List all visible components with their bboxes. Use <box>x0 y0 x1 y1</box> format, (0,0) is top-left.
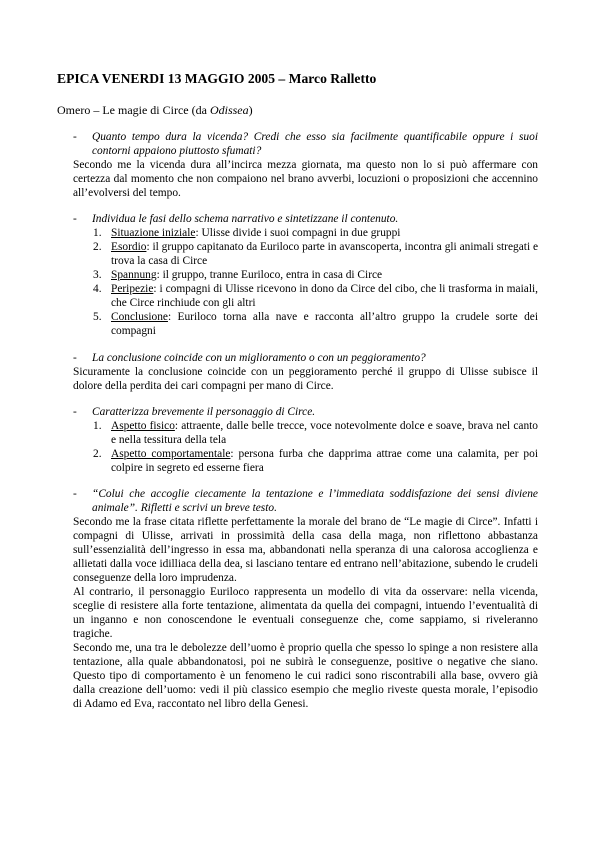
question-3-text: La conclusione coincide con un miglioramento o con un peggioramento? <box>92 352 426 364</box>
bullet-dash: - <box>73 352 77 364</box>
bullet-dash: - <box>73 406 77 418</box>
list-item <box>93 226 538 240</box>
page-subtitle <box>57 103 253 117</box>
bullet-dash: - <box>73 131 77 143</box>
subtitle-work: Odissea <box>209 103 249 117</box>
list-number: 1. <box>93 227 102 239</box>
list-number: 2. <box>93 241 102 253</box>
section-q3 <box>0 351 596 393</box>
list-term: Esordio <box>111 241 147 253</box>
answer-1: Secondo me la vicenda dura all’incirca mezza giornata, ma questo non lo si può affermare con certezza dal momento che non compaiono nel brano avverbi, locuzioni o proposizioni che accennino all’evolversi del tempo. <box>73 159 538 199</box>
question-1-text: Quanto tempo dura la vicenda? Credi che esso sia facilmente quantificabile oppure i suoi contorni appaiono piuttosto sfumati? <box>92 131 538 157</box>
question-5 <box>0 487 538 515</box>
question-2-text: Individua le fasi dello schema narrativo e sintetizzane il contenuto. <box>92 213 399 225</box>
essay-paragraph: Secondo me, una tra le debolezze dell’uomo è proprio quella che spesso lo spinge a non resistere alla tentazione, alla quale abbandonatosi, poi ne subirà le conseguenze, positive o negative che siano. Questo tipo di comportamento è un fenomeno le cui radici sono riscontrabili alla base, ovvero già dalla creazione dell’uomo: vedi il più classico esempio che meglio riveste questa morale, l’episodio di Adamo ed Eva, raccontato nel libro della Genesi. <box>73 642 538 710</box>
list-number: 3. <box>93 269 102 281</box>
list-number: 2. <box>93 448 102 460</box>
list-text: : attraente, dalle belle trecce, voce notevolmente dolce e soave, brava nel canto e nella tessitura della tela <box>111 420 538 446</box>
list-number: 5. <box>93 311 102 323</box>
essay-paragraph: Al contrario, il personaggio Euriloco rappresenta un modello di vita da osservare: nella vicenda, sceglie di resistere alla forte tentazione, alimentata da quella dei compagni, intuendo l’eventualità di un inganno e non conoscendone le eventuali conseguenze che, come sappiamo, si riveleranno tragiche. <box>73 586 538 640</box>
list-text: : persona furba che dapprima attrae come una calamita, per poi colpire in segreto ed esserne fiera <box>111 448 538 474</box>
bullet-dash: - <box>73 488 77 500</box>
question-4 <box>0 405 538 419</box>
bullet-dash: - <box>73 213 77 225</box>
section-q2 <box>0 212 596 338</box>
question-2 <box>0 212 538 226</box>
question-4-text: Caratterizza brevemente il personaggio di Circe. <box>92 406 316 418</box>
list-text: : il gruppo capitanato da Euriloco parte in avanscoperta, incontra gli animali stregati e trova la casa di Circe <box>111 241 539 267</box>
list-term: Spannung <box>111 269 157 281</box>
list-number: 1. <box>93 420 102 432</box>
question-5-text: “Colui che accoglie ciecamente la tentazione e l’immediata soddisfazione dei sensi diviene animale”. Rifletti e scrivi un breve testo. <box>92 488 538 514</box>
list-item <box>93 447 538 475</box>
list-term: Situazione iniziale <box>111 227 196 239</box>
list-term: Conclusione <box>111 311 168 323</box>
subtitle-suffix: ) <box>248 103 253 117</box>
list-item <box>93 240 539 268</box>
list-item <box>93 310 538 338</box>
list-term: Aspetto fisico <box>111 420 175 432</box>
list-text: : i compagni di Ulisse ricevono in dono da Circe del cibo, che li trasforma in maiali, che Circe rinchiude con gli altri <box>111 283 538 309</box>
list-item <box>93 282 538 310</box>
list-item <box>93 419 538 447</box>
section-q1 <box>0 130 596 200</box>
list-term: Aspetto comportamentale <box>111 448 231 460</box>
list-text: : Euriloco torna alla nave e racconta all’altro gruppo la crudele sorte dei compagni <box>111 311 538 337</box>
list-item <box>93 268 538 282</box>
narrative-phases-list <box>0 226 596 338</box>
character-traits-list <box>0 419 596 475</box>
list-term: Peripezie <box>111 283 154 295</box>
question-3 <box>0 351 538 365</box>
essay-paragraph: Secondo me la frase citata riflette perfettamente la morale del brano de “Le magie di Circe”. Infatti i compagni di Ulisse, arrivati in prossimità della casa della maga, non riflettono abbastanza sull’essenzialità dell’ingresso in essa ma, abbandonati nella speranza di una calorosa accoglienza e allietati dalla voce idilliaca della dea, si lasciano tentare ed entrano nell’abitazione, subendo le crudeli conseguenze della loro imprudenza. <box>73 516 538 584</box>
answer-3: Sicuramente la conclusione coincide con un peggioramento perché il gruppo di Ulisse subisce il dolore della perdita dei cari compagni per mano di Circe. <box>73 366 538 392</box>
subtitle-prefix: Omero – Le magie di Circe (da <box>57 103 210 117</box>
list-text: : il gruppo, tranne Euriloco, entra in casa di Circe <box>156 269 383 281</box>
section-q4 <box>0 405 596 475</box>
list-text: : Ulisse divide i suoi compagni in due gruppi <box>195 227 401 239</box>
list-number: 4. <box>93 283 102 295</box>
answer-5 <box>73 515 538 711</box>
page-title: EPICA VENERDI 13 MAGGIO 2005 – Marco Ralletto <box>57 71 377 86</box>
section-q5 <box>0 487 596 711</box>
question-1 <box>0 130 538 158</box>
